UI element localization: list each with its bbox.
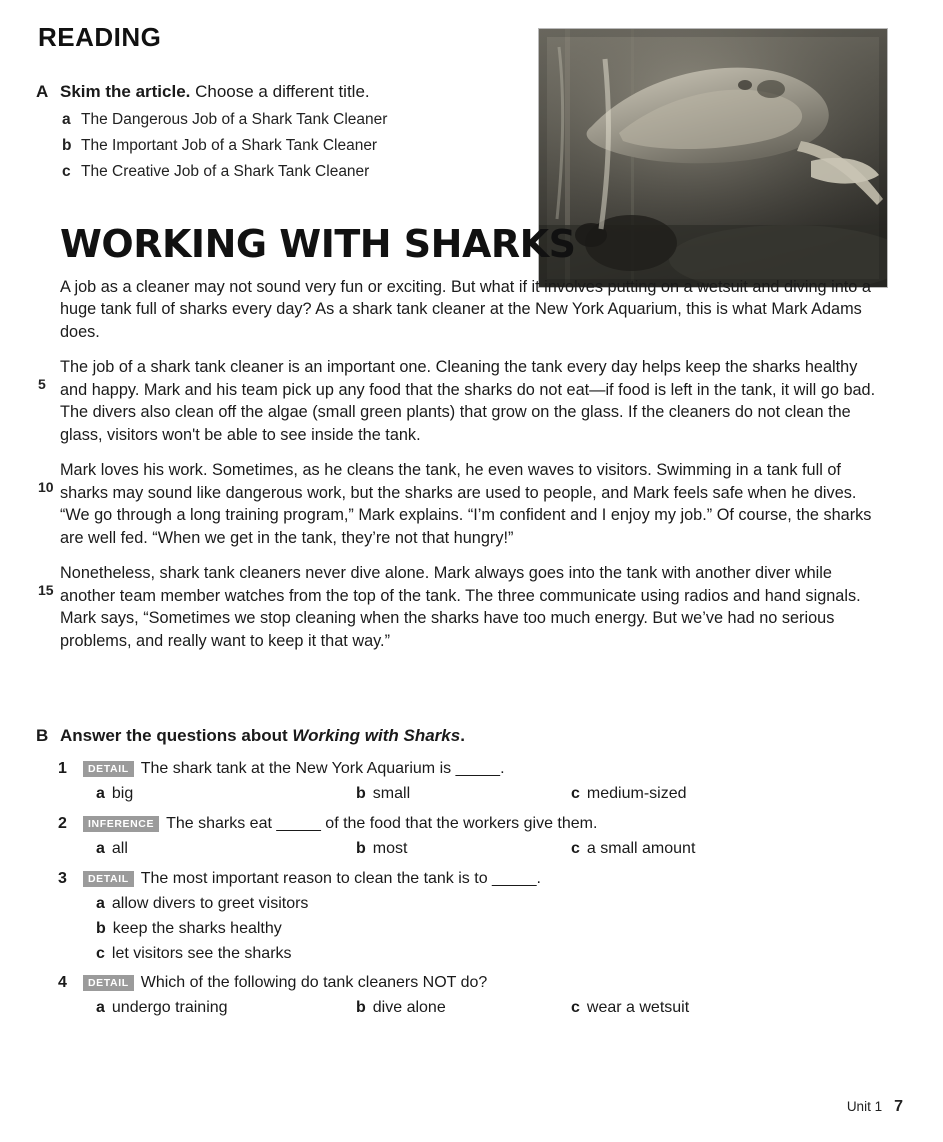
- option-text: undergo training: [111, 999, 228, 1016]
- question-type-badge: DETAIL: [83, 975, 134, 990]
- question-2: [36, 815, 906, 858]
- option-letter: b: [356, 785, 366, 802]
- option-letter: b: [356, 999, 366, 1016]
- choice-text: The Creative Job of a Shark Tank Cleaner: [81, 163, 370, 180]
- question-3-prompt: [36, 870, 906, 888]
- option-text: most: [372, 840, 408, 857]
- shark-photo-image: [539, 29, 887, 287]
- option-letter: a: [96, 895, 105, 912]
- option-a[interactable]: [96, 895, 906, 913]
- question-text: Which of the following do tank cleaners NOT do?: [140, 974, 488, 991]
- option-letter: b: [356, 840, 366, 857]
- part-a-choice-b[interactable]: [62, 137, 516, 155]
- option-text: let visitors see the sharks: [111, 945, 292, 962]
- option-letter: b: [96, 920, 106, 937]
- option-text: wear a wetsuit: [586, 999, 690, 1016]
- question-text: The most important reason to clean the tank is to _____.: [140, 870, 541, 887]
- choice-letter: b: [62, 137, 72, 154]
- option-text: all: [111, 840, 128, 857]
- option-text: a small amount: [586, 840, 696, 857]
- paragraph-text: Mark loves his work. Sometimes, as he cleans the tank, he even waves to visitors. Swimming in a tank full of sharks may sound like dangerous work, but the sharks are used to people, and Mark feels safe when he dives. “We go through a long training program,” Mark explains. “I’m confident and I enjoy my job.” Of course, the sharks are well fed. “When we get in the tank, they’re not that hungry!”: [60, 461, 872, 547]
- question-text: The sharks eat _____ of the food that the workers give them.: [166, 815, 598, 832]
- choice-letter: c: [62, 163, 71, 180]
- part-b-instruction-before: Answer the questions about: [60, 726, 293, 745]
- part-b: [36, 726, 906, 1029]
- question-2-prompt: [36, 815, 906, 833]
- option-a[interactable]: [96, 840, 356, 858]
- question-type-badge: DETAIL: [83, 761, 134, 776]
- option-letter: a: [96, 840, 105, 857]
- option-letter: c: [571, 840, 580, 857]
- option-a[interactable]: [96, 785, 356, 803]
- question-3: [36, 870, 906, 963]
- paragraph-text: Nonetheless, shark tank cleaners never dive alone. Mark always goes into the tank with another diver while another team member watches from the top of the tank. The three communicate using radios and hand signals. Mark says, “Sometimes we stop cleaning when the sharks have too much energy. But we’ve had no serious problems, and really want to keep it that way.”: [60, 564, 861, 650]
- article-body: [38, 276, 888, 665]
- option-c[interactable]: [571, 840, 811, 858]
- option-c[interactable]: [571, 999, 811, 1017]
- question-number: 2: [58, 815, 67, 832]
- paragraph-text: The job of a shark tank cleaner is an important one. Cleaning the tank every day helps keep the sharks healthy and happy. Mark and his team pick up any food that the sharks do not eat—if food is left in the tank, it will go bad. The divers also clean off the algae (small green plants) that grow on the glass. If the cleaners do not clean the glass, visitors won't be able to see inside the tank.: [60, 358, 876, 444]
- option-letter: c: [571, 785, 580, 802]
- page-title: READING: [38, 22, 162, 52]
- option-letter: c: [571, 999, 580, 1016]
- option-text: dive alone: [372, 999, 446, 1016]
- option-b[interactable]: [356, 840, 571, 858]
- part-a-instruction-rest: Choose a different title.: [190, 82, 370, 101]
- question-1: [36, 760, 906, 803]
- choice-letter: a: [62, 111, 71, 128]
- part-a-choice-a[interactable]: [62, 111, 516, 129]
- question-4: [36, 974, 906, 1017]
- question-1-prompt: [36, 760, 906, 778]
- option-text: big: [111, 785, 134, 802]
- question-number: 4: [58, 974, 67, 991]
- part-a-choice-list: [62, 111, 516, 181]
- option-c[interactable]: [96, 945, 906, 963]
- option-a[interactable]: [96, 999, 356, 1017]
- question-type-badge: DETAIL: [83, 871, 134, 886]
- part-b-instruction: [36, 726, 906, 746]
- part-a-instruction: [36, 82, 516, 102]
- question-4-options: [96, 999, 906, 1017]
- choice-text: The Important Job of a Shark Tank Cleaner: [81, 137, 378, 154]
- option-letter: c: [96, 945, 105, 962]
- paragraph-text: A job as a cleaner may not sound very fun or exciting. But what if it involves putting on a wetsuit and diving into a huge tank full of sharks every day? As a shark tank cleaner at the New York Aquarium, this is what Mark Adams does.: [60, 278, 871, 341]
- choice-text: The Dangerous Job of a Shark Tank Cleaner: [81, 111, 388, 128]
- part-a-letter: A: [36, 82, 49, 101]
- article-title: WORKING WITH SHARKS: [60, 222, 576, 266]
- article-paragraph-4: [38, 562, 888, 652]
- option-text: keep the sharks healthy: [112, 920, 282, 937]
- question-4-prompt: [36, 974, 906, 992]
- part-a-choice-c[interactable]: [62, 163, 516, 181]
- article-paragraph-2: [38, 356, 888, 446]
- question-number: 3: [58, 870, 67, 887]
- option-text: small: [372, 785, 411, 802]
- article-paragraph-3: [38, 459, 888, 549]
- option-letter: a: [96, 999, 105, 1016]
- part-a-instruction-bold: Skim the article.: [60, 82, 191, 101]
- question-text: The shark tank at the New York Aquarium is _____.: [140, 760, 505, 777]
- line-number-15: 15: [38, 582, 54, 599]
- article-paragraph-1: [60, 276, 888, 343]
- option-b[interactable]: [96, 920, 906, 938]
- option-b[interactable]: [356, 999, 571, 1017]
- line-number-5: 5: [38, 376, 46, 393]
- shark-photo: [538, 28, 888, 288]
- part-a: [36, 82, 516, 189]
- footer-unit-label: Unit 1: [846, 1099, 883, 1114]
- line-number-10: 10: [38, 479, 54, 496]
- question-number: 1: [58, 760, 67, 777]
- option-c[interactable]: [571, 785, 811, 803]
- part-b-instruction-after: .: [460, 726, 465, 745]
- question-1-options: [96, 785, 906, 803]
- option-text: medium-sized: [586, 785, 687, 802]
- part-b-letter: B: [36, 726, 49, 745]
- option-text: allow divers to greet visitors: [111, 895, 309, 912]
- option-b[interactable]: [356, 785, 571, 803]
- question-type-badge: INFERENCE: [83, 816, 159, 831]
- question-3-options: [96, 895, 906, 963]
- page-footer: [847, 1098, 903, 1116]
- option-letter: a: [96, 785, 105, 802]
- footer-page-number: 7: [894, 1098, 903, 1115]
- question-2-options: [96, 840, 906, 858]
- part-b-instruction-italic: Working with Sharks: [292, 726, 461, 745]
